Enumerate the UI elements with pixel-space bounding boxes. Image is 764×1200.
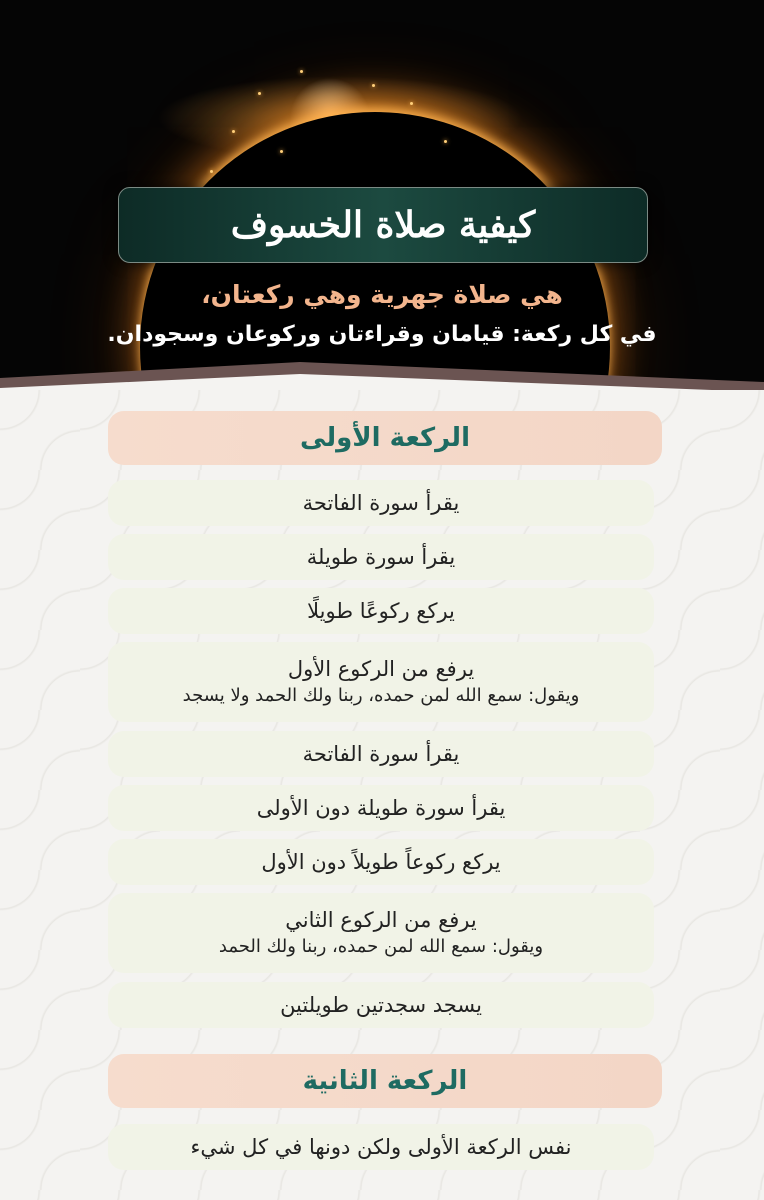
step-text: يقرأ سورة طويلة	[306, 545, 456, 569]
step-item	[108, 588, 654, 634]
second-rakah-title: الركعة الثانية	[302, 1066, 468, 1096]
step-item	[108, 893, 654, 973]
step-text: يركع ركوعاً طويلاً دون الأول	[261, 850, 501, 874]
subtitle-line-2: في كل ركعة: قيامان وقراءتان وركوعان وسجودان.	[107, 322, 657, 347]
step-detail: ويقول: سمع الله لمن حمده، ربنا ولك الحمد	[218, 936, 544, 957]
step-item	[108, 731, 654, 777]
spark	[300, 70, 303, 73]
spark	[444, 140, 447, 143]
step-text: يقرأ سورة طويلة دون الأولى	[256, 796, 506, 820]
step-detail: ويقول: سمع الله لمن حمده، ربنا ولك الحمد ولا يسجد	[182, 685, 580, 706]
subtitle-line-1: هي صلاة جهرية وهي ركعتان،	[201, 280, 563, 309]
step-text: يقرأ سورة الفاتحة	[302, 742, 460, 766]
step-item	[108, 785, 654, 831]
step-text: يسجد سجدتين طويلتين	[280, 993, 482, 1017]
page-title: كيفية صلاة الخسوف	[230, 204, 536, 246]
spark	[210, 170, 213, 173]
step-text: يقرأ سورة الفاتحة	[302, 491, 460, 515]
step-item	[108, 1124, 654, 1170]
step-text: يركع ركوعًا طويلًا	[307, 599, 455, 623]
spark	[410, 102, 413, 105]
step-text: يرفع من الركوع الثاني	[285, 908, 477, 932]
first-rakah-title: الركعة الأولى	[300, 423, 470, 453]
hero-banner	[0, 0, 764, 390]
step-item	[108, 534, 654, 580]
step-item	[108, 839, 654, 885]
step-text: نفس الركعة الأولى ولكن دونها في كل شيء	[190, 1135, 572, 1159]
step-text: يرفع من الركوع الأول	[287, 657, 475, 681]
first-rakah-header	[108, 411, 662, 465]
second-rakah-header	[108, 1054, 662, 1108]
step-item	[108, 982, 654, 1028]
spark	[258, 92, 261, 95]
spark	[280, 150, 283, 153]
step-item	[108, 480, 654, 526]
spark	[232, 130, 235, 133]
title-box	[118, 187, 648, 263]
step-item	[108, 642, 654, 722]
spark	[372, 84, 375, 87]
